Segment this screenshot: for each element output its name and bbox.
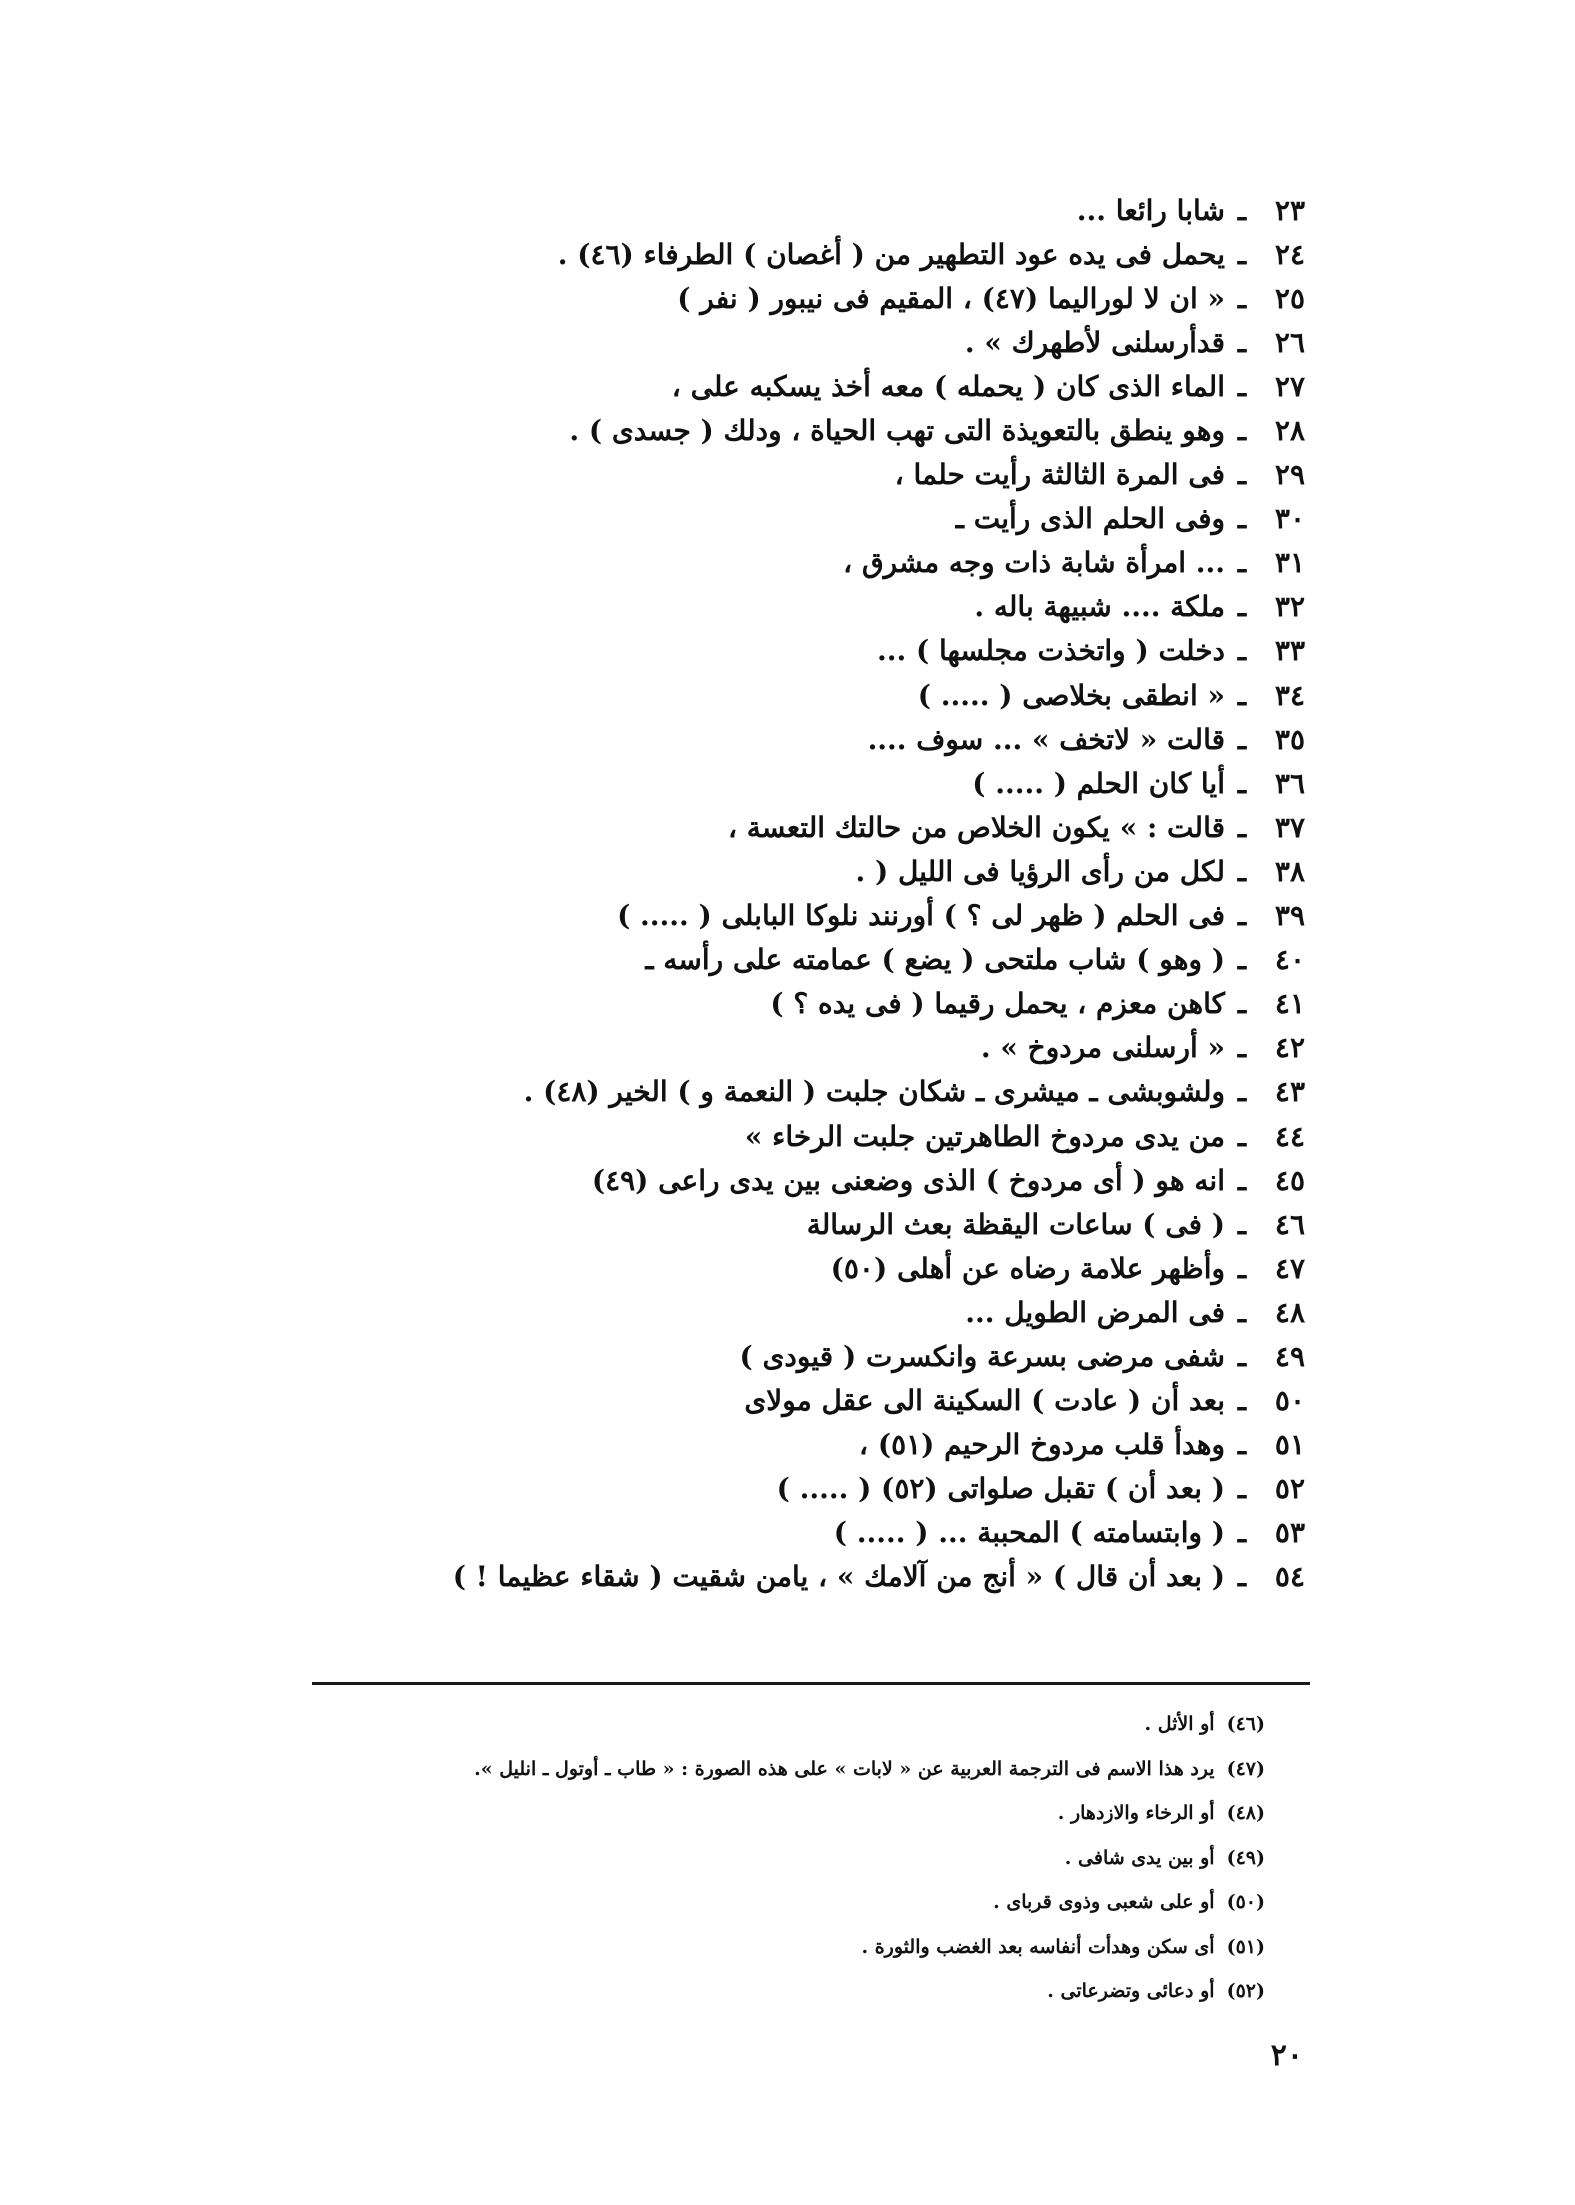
verse-number: ٣٢ (1274, 590, 1305, 624)
verse-number: ٣٨ (1274, 854, 1305, 888)
verse-dash: ـ (1237, 369, 1247, 403)
verse-dash: ـ (1237, 546, 1247, 580)
verse-number: ٤٨ (1274, 1295, 1305, 1329)
verse-number: ٤٢ (1274, 1031, 1305, 1065)
verse-text: ملكة .... شبيهة باله . (974, 590, 1225, 624)
verse-line (305, 1290, 1305, 1334)
verse-text: ( بعد أن قال ) « أنج من آلامك » ، يامن شقيت ( شقاء عظيما ! ) (452, 1560, 1225, 1594)
verse-line (305, 232, 1305, 276)
verse-number: ٣٧ (1274, 810, 1305, 844)
verse-number: ٤٣ (1274, 1075, 1305, 1109)
verse-number: ٤٥ (1274, 1163, 1305, 1197)
footnote-text: أو على شعبى وذوى قرباى . (993, 1891, 1215, 1914)
verse-number: ٤٧ (1274, 1251, 1305, 1285)
verse-line (305, 1158, 1305, 1202)
verse-number: ٣٩ (1274, 899, 1305, 933)
verse-dash: ـ (1237, 1295, 1247, 1329)
verse-text: فى المرة الثالثة رأيت حلما ، (894, 458, 1225, 492)
verse-number: ٥١ (1274, 1428, 1305, 1462)
verse-text: وأظهر علامة رضاه عن أهلى (٥٠) (830, 1251, 1225, 1285)
verse-number: ٤٦ (1274, 1207, 1305, 1241)
verse-number: ٢٦ (1274, 325, 1305, 359)
verse-dash: ـ (1237, 1472, 1247, 1506)
verse-dash: ـ (1237, 193, 1247, 227)
verse-line (305, 188, 1305, 232)
verse-text: أيا كان الحلم ( ..... ) (972, 766, 1225, 800)
verse-text: بعد أن ( عادت ) السكينة الى عقل مولاى (744, 1384, 1225, 1418)
verse-number: ٢٧ (1274, 369, 1305, 403)
verse-dash: ـ (1237, 943, 1247, 977)
verse-line (305, 805, 1305, 849)
verse-text: « ان لا لوراليما (٤٧) ، المقيم فى نيبور ( نفر ) (677, 281, 1225, 315)
verse-dash: ـ (1237, 899, 1247, 933)
verse-line (305, 1334, 1305, 1378)
verse-line (305, 585, 1305, 629)
verse-text: انه هو ( أى مردوخ ) الذى وضعنى بين يدى راعى (٤٩) (591, 1163, 1225, 1197)
verse-text: وهو ينطق بالتعويذة التى تهب الحياة ، ودلك ( جسدى ) . (569, 414, 1225, 448)
verse-dash: ـ (1237, 458, 1247, 492)
verse-dash: ـ (1237, 678, 1247, 712)
verse-dash: ـ (1237, 1031, 1247, 1065)
footnote-separator-line (312, 1682, 1310, 1685)
verse-number: ٤٤ (1274, 1119, 1305, 1153)
verse-number: ٣٦ (1274, 766, 1305, 800)
verse-line (305, 1202, 1305, 1246)
verse-number: ٢٤ (1274, 237, 1305, 271)
verse-dash: ـ (1237, 1560, 1247, 1594)
verse-text: ( بعد أن ) تقبل صلواتى (٥٢) ( ..... ) (776, 1472, 1225, 1506)
verse-number: ٥٤ (1274, 1560, 1305, 1594)
footnote-number: (٥١) (1226, 1935, 1265, 1958)
verse-dash: ـ (1237, 722, 1247, 756)
verse-number: ٤١ (1274, 987, 1305, 1021)
footnote (265, 1791, 1265, 1836)
verse-text: قدأرسلنى لأطهرك » . (964, 325, 1225, 359)
verse-dash: ـ (1237, 1163, 1247, 1197)
verse-dash: ـ (1237, 1207, 1247, 1241)
verse-dash: ـ (1237, 414, 1247, 448)
verse-dash: ـ (1237, 766, 1247, 800)
verse-text: من يدى مردوخ الطاهرتين جلبت الرخاء » (744, 1119, 1225, 1153)
verse-number: ٢٨ (1274, 414, 1305, 448)
verse-number: ٢٣ (1274, 193, 1305, 227)
verse-line (305, 1379, 1305, 1423)
verse-line (305, 938, 1305, 982)
footnote-number: (٤٨) (1226, 1802, 1265, 1825)
verse-text: فى المرض الطويل ... (965, 1295, 1225, 1329)
verse-number: ٣٠ (1274, 502, 1305, 536)
verse-line (305, 453, 1305, 497)
verse-text: شفى مرضى بسرعة وانكسرت ( قيودى ) (739, 1339, 1225, 1373)
footnote-text: أو دعائى وتضرعاتى . (1047, 1980, 1215, 2003)
verse-line (305, 673, 1305, 717)
verse-line (305, 1555, 1305, 1599)
footnote-number: (٤٦) (1226, 1713, 1265, 1736)
poem-body (305, 188, 1305, 1599)
verse-text: ... امرأة شابة ذات وجه مشرق ، (843, 546, 1225, 580)
footnote-number: (٥٢) (1226, 1980, 1265, 2003)
verse-line (305, 1246, 1305, 1290)
footnote (265, 1702, 1265, 1747)
verse-number: ٣١ (1274, 546, 1305, 580)
page-number: ٢٠ (1270, 2038, 1303, 2073)
verse-line (305, 320, 1305, 364)
footnote (265, 1747, 1265, 1792)
verse-line (305, 1070, 1305, 1114)
verse-dash: ـ (1237, 281, 1247, 315)
verse-dash: ـ (1237, 810, 1247, 844)
verse-line (305, 982, 1305, 1026)
verse-text: يحمل فى يده عود التطهير من ( أغصان ) الطرفاء (٤٦) . (557, 237, 1225, 271)
verse-dash: ـ (1237, 1384, 1247, 1418)
verse-text: شابا رائعا ... (1076, 193, 1225, 227)
verse-line (305, 1511, 1305, 1555)
verse-number: ٣٥ (1274, 722, 1305, 756)
verse-dash: ـ (1237, 987, 1247, 1021)
verse-number: ٥٢ (1274, 1472, 1305, 1506)
footnotes-section (265, 1702, 1265, 2014)
verse-line (305, 1467, 1305, 1511)
verse-text: وفى الحلم الذى رأيت ـ (955, 502, 1225, 536)
footnote-text: أو بين يدى شافى . (1064, 1846, 1215, 1869)
verse-line (305, 408, 1305, 452)
verse-dash: ـ (1237, 1251, 1247, 1285)
verse-dash: ـ (1237, 1428, 1247, 1462)
verse-line (305, 849, 1305, 893)
verse-text: فى الحلم ( ظهر لى ؟ ) أورنند نلوكا البابلى ( ..... ) (617, 899, 1225, 933)
verse-number: ٥٠ (1274, 1384, 1305, 1418)
footnote-number: (٥٠) (1226, 1891, 1265, 1914)
verse-line (305, 364, 1305, 408)
verse-dash: ـ (1237, 1516, 1247, 1550)
verse-number: ٣٤ (1274, 678, 1305, 712)
verse-text: ولشوبشى ـ ميشرى ـ شكان جلبت ( النعمة و ) الخير (٤٨) . (523, 1075, 1225, 1109)
verse-number: ٢٩ (1274, 458, 1305, 492)
verse-line (305, 894, 1305, 938)
verse-dash: ـ (1237, 325, 1247, 359)
footnote-text: أو الرخاء والازدهار . (1057, 1802, 1215, 1825)
verse-dash: ـ (1237, 502, 1247, 536)
footnote-text: أى سكن وهدأت أنفاسه بعد الغضب والثورة . (861, 1935, 1215, 1958)
verse-text: « انطقى بخلاصى ( ..... ) (917, 678, 1225, 712)
verse-text: لكل من رأى الرؤيا فى الليل ( . (855, 854, 1225, 888)
verse-dash: ـ (1237, 1119, 1247, 1153)
footnote-number: (٤٩) (1226, 1846, 1265, 1869)
footnote-text: أو الأثل . (1144, 1713, 1215, 1736)
verse-number: ٢٥ (1274, 281, 1305, 315)
footnote (265, 1925, 1265, 1970)
verse-number: ٤٠ (1274, 943, 1305, 977)
verse-text: قالت « لاتخف » ... سوف .... (867, 722, 1225, 756)
verse-line (305, 1114, 1305, 1158)
verse-text: ( فى ) ساعات اليقظة بعث الرسالة (806, 1207, 1225, 1241)
verse-line (305, 761, 1305, 805)
verse-text: كاهن معزم ، يحمل رقيما ( فى يده ؟ ) (770, 987, 1225, 1021)
verse-text: الماء الذى كان ( يحمله ) معه أخذ يسكبه على ، (671, 369, 1225, 403)
verse-dash: ـ (1237, 1075, 1247, 1109)
verse-number: ٥٣ (1274, 1516, 1305, 1550)
verse-line (305, 1423, 1305, 1467)
verse-text: ( وابتسامته ) المحببة ... ( ..... ) (833, 1516, 1225, 1550)
verse-line (305, 629, 1305, 673)
footnote (265, 1969, 1265, 2014)
verse-text: ( وهو ) شاب ملتحى ( يضع ) عمامته على رأسه ـ (645, 943, 1225, 977)
verse-number: ٣٣ (1274, 634, 1305, 668)
verse-dash: ـ (1237, 590, 1247, 624)
verse-dash: ـ (1237, 237, 1247, 271)
verse-text: « أرسلنى مردوخ » . (980, 1031, 1225, 1065)
verse-line (305, 541, 1305, 585)
verse-line (305, 717, 1305, 761)
verse-line (305, 276, 1305, 320)
footnote (265, 1836, 1265, 1881)
verse-number: ٤٩ (1274, 1339, 1305, 1373)
verse-dash: ـ (1237, 634, 1247, 668)
verse-line (305, 497, 1305, 541)
verse-text: دخلت ( واتخذت مجلسها ) ... (876, 634, 1225, 668)
footnote-text: يرد هذا الاسم فى الترجمة العربية عن « لابات » على هذه الصورة : « طاب ـ أوتول ـ انليل ». (474, 1757, 1215, 1780)
verse-text: وهدأ قلب مردوخ الرحيم (٥١) ، (859, 1428, 1225, 1462)
verse-dash: ـ (1237, 854, 1247, 888)
verse-text: قالت : » يكون الخلاص من حالتك التعسة ، (727, 810, 1225, 844)
verse-line (305, 1026, 1305, 1070)
verse-dash: ـ (1237, 1339, 1247, 1373)
footnote-number: (٤٧) (1226, 1757, 1265, 1780)
footnote (265, 1880, 1265, 1925)
